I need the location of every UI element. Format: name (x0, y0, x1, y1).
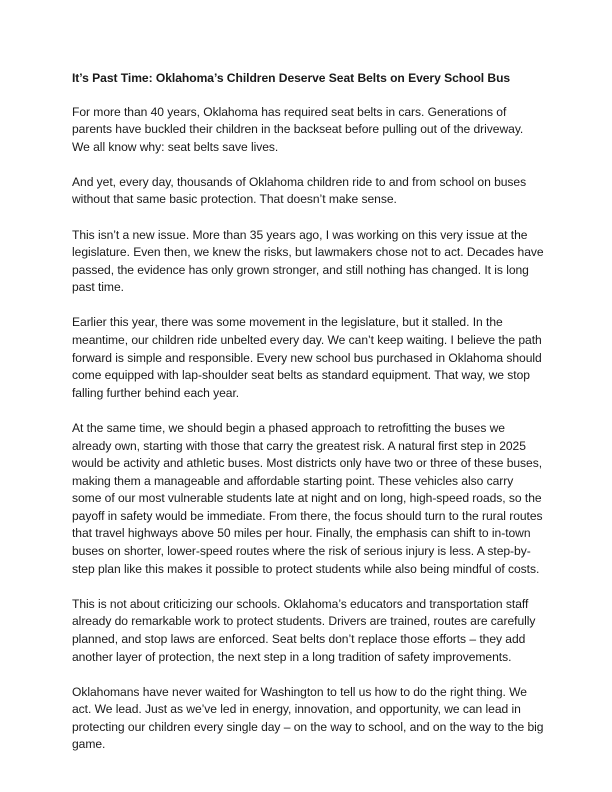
document-title: It’s Past Time: Oklahoma’s Children Deserve Seat Belts on Every School Bus (72, 71, 511, 85)
paragraph-3: This isn’t a new issue. More than 35 years ago, I was working on this very issue at the legislature. Even then, we knew the risks, but lawmakers chose not to act. Decades have passed, the evidence has only grown stronger, and still nothing has changed. It is long past time. (72, 227, 544, 295)
paragraph-2: And yet, every day, thousands of Oklahoma children ride to and from school on buses without that same basic protection. That doesn’t make sense. (72, 174, 527, 207)
paragraph-1: For more than 40 years, Oklahoma has required seat belts in cars. Generations of parents have buckled their children in the backseat before pulling out of the driveway. We all know why: seat belts save lives. (72, 104, 524, 154)
document-page (72, 70, 544, 772)
paragraph-5: At the same time, we should begin a phased approach to retrofitting the buses we already own, starting with those that carry the greatest risk. A natural first step in 2025 would be activity and athletic buses. Most districts only have two or three of these buses, making them a manageable and affordable starting point. These vehicles also carry some of our most vulnerable students late at night and on long, high-speed roads, so the payoff in safety would be immediate. From there, the focus should turn to the rural routes that travel highways above 50 miles per hour. Finally, the emphasis can shift to in-town buses on shorter, lower-speed routes where the risk of serious injury is less. A step-by-step plan like this makes it possible to protect students while also being mindful of costs. (72, 420, 543, 576)
paragraph-6: This is not about criticizing our schools. Oklahoma’s educators and transportation staff already do remarkable work to protect students. Drivers are trained, routes are carefully planned, and stop laws are enforced. Seat belts don’t replace those efforts – they add another layer of protection, the next step in a long tradition of safety improvements. (72, 596, 536, 664)
paragraph-4: Earlier this year, there was some movement in the legislature, but it stalled. In the meantime, our children ride unbelted every day. We can’t keep waiting. I believe the path forward is simple and responsible. Every new school bus purchased in Oklahoma should come equipped with lap-shoulder seat belts as standard equipment. That way, we stop falling further behind each year. (72, 315, 542, 400)
paragraph-7: Oklahomans have never waited for Washington to tell us how to do the right thing. We act. We lead. Just as we’ve led in energy, innovation, and opportunity, we can lead in protecting our children every single day – on the way to school, and on the way to the big game. (72, 684, 544, 752)
